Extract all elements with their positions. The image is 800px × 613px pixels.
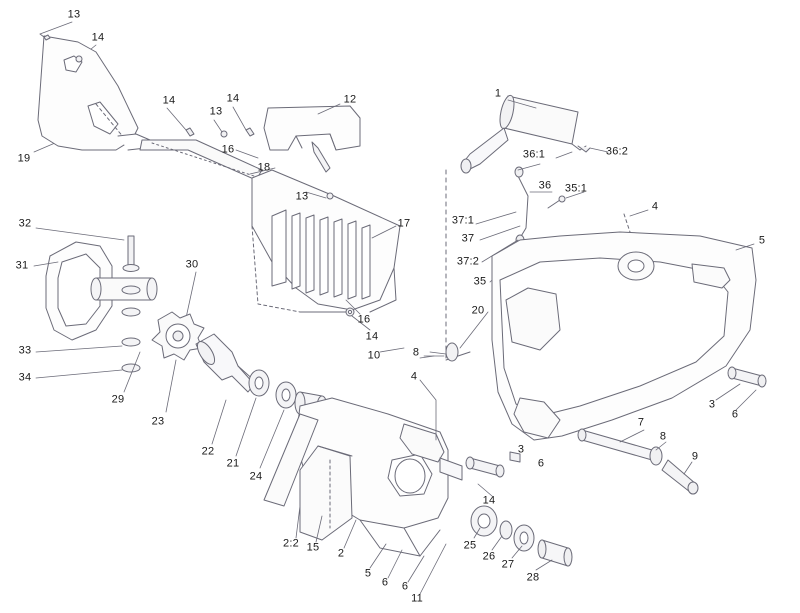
callout-label: 35:1	[564, 182, 588, 195]
callout-label: 20	[471, 304, 485, 317]
callout-label: 13	[295, 190, 309, 203]
callout-label: 30	[185, 258, 199, 271]
callout-label: 6	[537, 457, 545, 470]
part-18-rail	[140, 140, 262, 180]
callout-label: 7	[637, 416, 645, 429]
callout-label: 12	[343, 93, 357, 106]
callout-label: 8	[412, 346, 420, 359]
callout-label: 10	[367, 349, 381, 362]
callout-label: 14	[482, 494, 496, 507]
leader-lines-shaft	[212, 398, 284, 468]
callout-label: 2:2	[283, 537, 299, 550]
callout-label: 21	[226, 457, 240, 470]
callout-label: 15	[306, 541, 320, 554]
callout-label: 5	[364, 567, 372, 580]
callout-label: 16	[357, 313, 371, 326]
callout-label: 37:2	[456, 255, 480, 268]
callout-label: 2	[337, 547, 345, 560]
callout-label: 9	[691, 450, 699, 463]
callout-label: 29	[111, 393, 125, 406]
callout-label: 11	[411, 592, 423, 605]
callout-label: 3	[708, 398, 716, 411]
callout-label: 14	[365, 330, 379, 343]
part-23-shaft	[194, 334, 256, 392]
callout-label: 33	[18, 344, 32, 357]
callout-label: 4	[410, 370, 418, 383]
callout-label: 36:1	[522, 148, 546, 161]
callout-label: 27	[501, 558, 515, 571]
callout-label: 18	[257, 161, 271, 174]
callout-label: 6	[401, 580, 409, 593]
callout-label: 17	[397, 217, 411, 230]
part-2-main-frame	[264, 398, 462, 556]
parts-35-37-rods	[515, 146, 590, 245]
part-30-sprocket	[152, 312, 204, 360]
callout-label: 32	[18, 217, 32, 230]
callout-label: 6	[381, 576, 389, 589]
callout-label: 1	[494, 87, 502, 100]
callout-label: 37:1	[451, 214, 475, 227]
callout-label: 36	[538, 179, 552, 192]
callout-label: 24	[249, 470, 263, 483]
callout-label: 25	[463, 539, 477, 552]
part-19-plate	[38, 36, 150, 150]
callout-label: 13	[67, 8, 81, 21]
callout-label: 26	[482, 550, 496, 563]
callout-label: 14	[162, 94, 176, 107]
callout-label: 14	[226, 92, 240, 105]
callout-label: 16	[221, 143, 235, 156]
callout-label: 22	[201, 445, 215, 458]
callout-label: 3	[517, 443, 525, 456]
callout-label: 4	[651, 200, 659, 213]
callout-label: 37	[461, 232, 475, 245]
part-17-shroud	[252, 170, 400, 312]
callout-label: 19	[17, 152, 31, 165]
callout-label: 23	[151, 415, 165, 428]
hardware-3-6-center	[466, 452, 520, 477]
callout-label: 31	[15, 259, 29, 272]
callout-label: 5	[758, 234, 766, 247]
callout-label: 8	[659, 430, 667, 443]
callout-label: 34	[18, 371, 32, 384]
washers-33-34	[122, 236, 140, 372]
part-1-cylinder	[461, 94, 586, 173]
callout-label: 13	[209, 105, 223, 118]
callout-label: 14	[91, 31, 105, 44]
callout-label: 6	[731, 408, 739, 421]
callout-label: 35	[473, 275, 487, 288]
callout-label: 28	[526, 571, 540, 584]
callout-label: 36:2	[605, 145, 629, 158]
